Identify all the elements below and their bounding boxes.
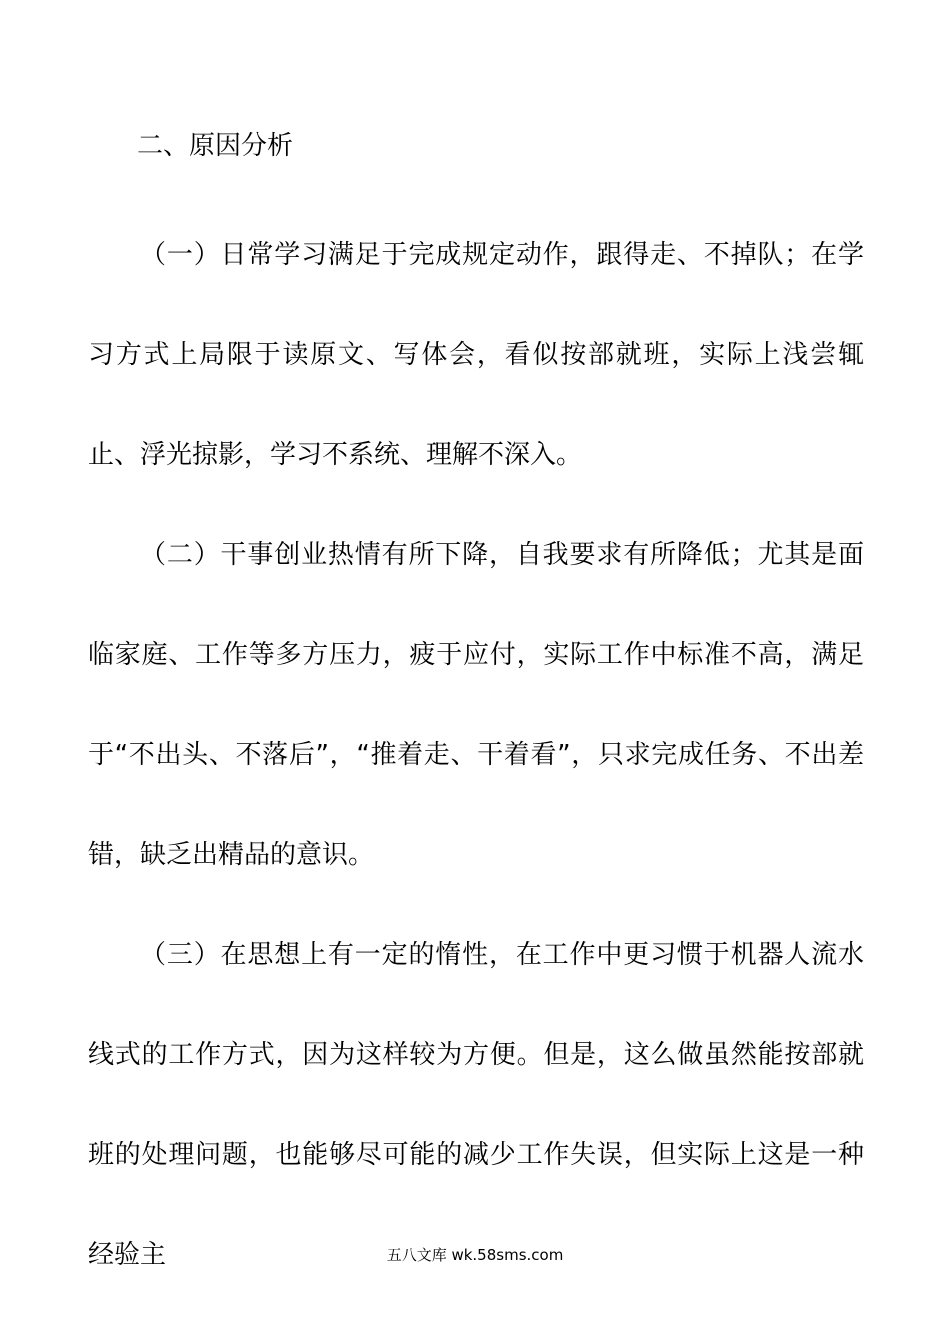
paragraph-3: （三）在思想上有一定的惰性，在工作中更习惯于机器人流水线式的工作方式，因为这样较为方便。但是，这么做虽然能按部就班的处理问题，也能够尽可能的减少工作失误，但实际上这是一种经验主: [88, 940, 864, 1270]
section-heading: 二、原因分析: [137, 131, 294, 161]
paragraph-2: （二）干事创业热情有所下降，自我要求有所降低；尤其是面临家庭、工作等多方压力，疲于应付，实际工作中标准不高，满足于“不出头、不落后”，“推着走、干着看”，只求完成任务、不出差错，缺乏出精品的意识。: [88, 540, 864, 870]
paragraph-1: （一）日常学习满足于完成规定动作，跟得走、不掉队；在学习方式上局限于读原文、写体会，看似按部就班，实际上浅尝辄止、浮光掠影，学习不系统、理解不深入。: [88, 240, 864, 470]
footer-watermark: 五八文库 wk.58sms.com: [386, 1246, 564, 1264]
